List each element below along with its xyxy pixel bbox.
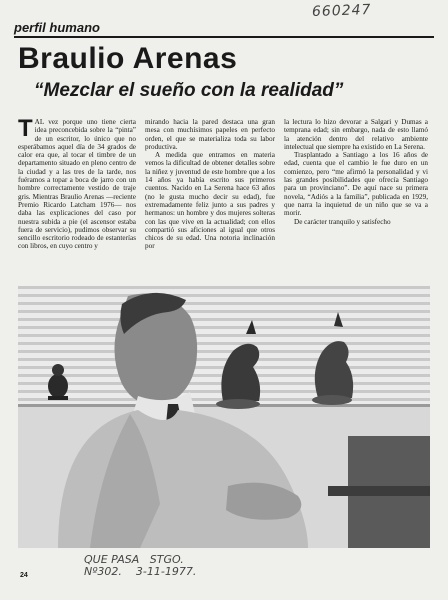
figurine-right <box>312 312 353 405</box>
text-column-2 <box>145 118 275 251</box>
column-3-paragraph-2: Trasplantado a Santiago a los 16 años de edad, cuenta que el cambio le fue duro en un comienzo, pero “me afirmó la personalidad y vi las grandes posibilidades que ofrecía Santiago para un provinciano”. De aquí nace su primera novela, “Adiós a la familia”, publicada en 1929, que narra la inquietud de un niño que se va a morir. <box>284 151 428 218</box>
text-column-3 <box>284 118 428 226</box>
column-2-paragraph-2: A medida que entramos en materia vemos la dificultad de obtener detalles sobre la niñez y juventud de este hombre que a los 14 años ya había escrito sus primeros cuentos. Nacido en La Serena hace 63 años (no le gusta mucho decir su edad), fue extremadamente feliz junto a sus padres y hermanos: un hombre y dos mujeres solteras con las que vive en la actualidad; con ellos compartió sus aficiones al igual que otros chicos de su edad. Una notoria inclinación por <box>145 151 275 251</box>
figurine-center <box>216 320 260 409</box>
column-1-text: AL vez porque uno tiene cierta idea preconcebida sobre la “pinta” de un escritor, lo único que no esperábamos aquel día de 34 grados de calor era que, al tocar el timbre de un departamento situado en pleno centro de la ciudad y a las tres de la tarde, nos fuéramos a topar a boca de jarro con un hombre correctamente vestido de traje gris. Mientras Braulio Arenas —reciente Premio Ricardo Latcham 1976— nos daba las explicaciones del caso por nuestra subida a pie (el ascensor estaba fuera de servicio), pudimos observar su sencillo escritorio rodeado de estanterías con libros, en cuyo centro y <box>18 118 136 251</box>
header-rule <box>14 36 434 38</box>
text-column-1 <box>18 115 136 251</box>
article-subtitle: “Mezclar el sueño con la realidad” <box>34 80 344 101</box>
handwritten-archive-number: 660247 <box>311 1 372 21</box>
handwritten-source-note: QUE PASA STGO. Nº302. 3-11-1977. <box>84 553 197 578</box>
section-label: perfil humano <box>14 20 100 35</box>
small-figurine-left <box>48 364 68 400</box>
portrait-photo <box>18 286 430 548</box>
page-number: 24 <box>20 572 28 579</box>
man-figure <box>58 293 308 548</box>
column-3-paragraph-3: De carácter tranquilo y satisfecho <box>294 217 391 226</box>
article-title: Braulio Arenas <box>18 42 238 75</box>
portrait-illustration <box>18 286 430 548</box>
column-3-paragraph-1: la lectura lo hizo devorar a Salgari y Dumas a temprana edad; sin embargo, nada de esto llamó la atención dentro del relativo ambiente intelectual que siempre ha existido en La Serena. <box>284 118 428 151</box>
column-2-paragraph-1: mirando hacia la pared destaca una gran mesa con muchísimos papeles en perfecto orden, el que se materializa toda su labor productiva. <box>145 118 275 151</box>
drop-cap: T <box>18 115 33 142</box>
